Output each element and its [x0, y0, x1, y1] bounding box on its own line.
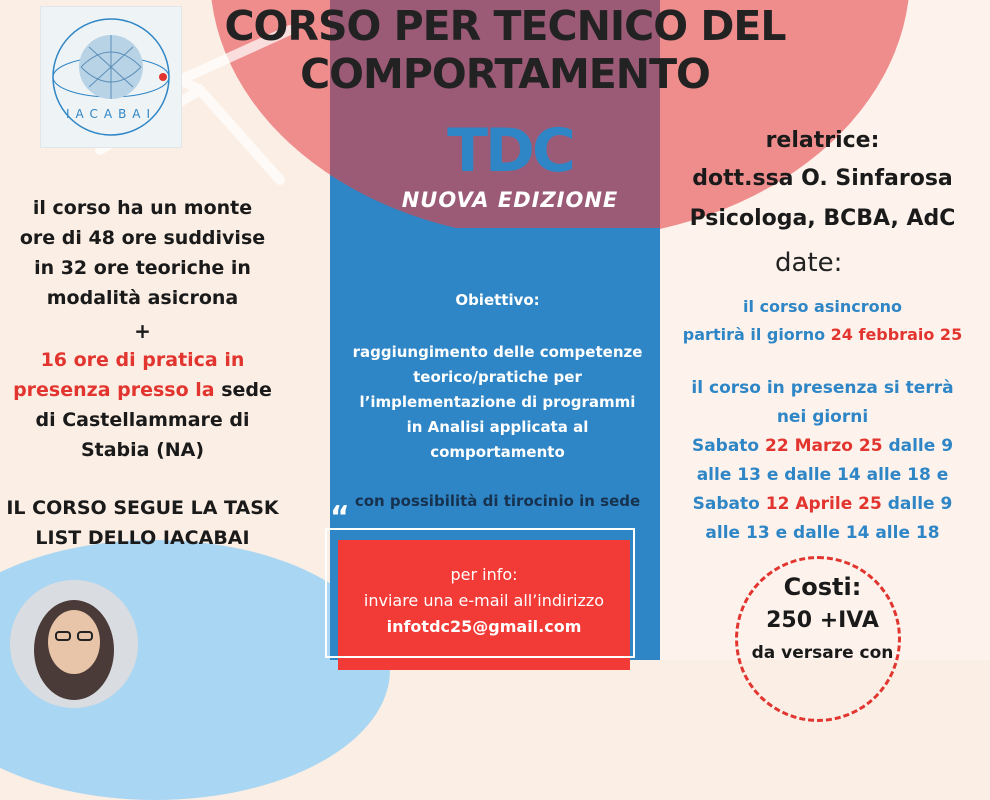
left-line: di Castellammare di [35, 409, 250, 431]
async-start-text [655, 293, 990, 349]
objective-line: comportamento [430, 443, 565, 461]
title-line-1: CORSO PER TECNICO DEL [224, 2, 786, 50]
right-line [655, 490, 990, 519]
right-line: alle 13 e dalle 14 alle 18 e [696, 465, 949, 485]
left-line: in 32 ore teoriche in [34, 257, 251, 279]
objective-line: raggiungimento delle competenze [352, 343, 643, 361]
objective-line: in Analisi applicata al [406, 418, 589, 436]
right-span: partirà il giorno [682, 325, 831, 344]
left-black-span: sede [214, 379, 272, 401]
objective-text [335, 340, 660, 465]
async-date: 24 febbraio 25 [830, 325, 963, 344]
practice-hours-text [0, 345, 285, 465]
iacabai-logo [40, 6, 182, 148]
right-span: Sabato [692, 494, 766, 514]
objective-label: Obiettivo: [455, 291, 540, 309]
session-date: 22 Marzo 25 [765, 436, 883, 456]
right-line: nei giorni [776, 407, 869, 427]
objective-line: l’implementazione di programmi [359, 393, 636, 411]
info-line: per info: [450, 565, 518, 584]
left-line [0, 375, 285, 405]
edition-label: NUOVA EDIZIONE [401, 188, 619, 212]
cost-value: 250 +IVA [766, 608, 879, 633]
speaker-name: dott.ssa O. Sinfarosa [692, 166, 953, 191]
left-line: ore di 48 ore suddivise [19, 227, 266, 249]
cost-label: Costi: [783, 573, 862, 601]
left-line: 16 ore di pratica in [40, 349, 245, 371]
right-line [655, 321, 990, 349]
dates-label: date: [775, 248, 843, 278]
speaker-title: Psicologa, BCBA, AdC [689, 206, 956, 231]
contact-info [338, 562, 630, 640]
right-line: il corso in presenza si terrà [691, 378, 954, 398]
quote-icon: “ [330, 500, 350, 535]
title-line-2: COMPORTAMENTO [300, 50, 710, 98]
left-line: modalità asicrona [46, 287, 239, 309]
cost-note: da versare con [751, 643, 894, 663]
right-line: il corso asincrono [743, 297, 902, 316]
right-line [655, 432, 990, 461]
session-date: 12 Aprile 25 [765, 494, 882, 514]
right-line: alle 13 e dalle 14 alle 18 [705, 523, 940, 543]
logo-text: IACABAI [65, 107, 157, 121]
speaker-label: relatrice: [765, 128, 880, 153]
left-line: Stabia (NA) [80, 439, 205, 461]
person-icon [10, 580, 138, 708]
page-title [200, 2, 810, 98]
info-line: inviare una e-mail all’indirizzo [363, 591, 605, 610]
avatar [10, 580, 138, 708]
tdc-acronym: TDC [447, 116, 573, 186]
right-span: dalle 9 [881, 494, 953, 514]
left-line: il corso ha un monte [32, 197, 253, 219]
plus-sign: + [134, 319, 151, 343]
left-red-span: presenza presso la [13, 379, 215, 401]
left-line: LIST DELLO IACABAI [35, 527, 250, 549]
left-line: IL CORSO SEGUE LA TASK [6, 497, 279, 519]
internship-text: con possibilità di tirocinio in sede [354, 492, 641, 510]
right-span: Sabato [691, 436, 766, 456]
email-link[interactable]: infotdc25@gmail.com [386, 617, 582, 636]
right-span: dalle 9 [882, 436, 954, 456]
course-hours-text [0, 193, 285, 313]
in-person-schedule [655, 374, 990, 548]
globe-icon [41, 7, 181, 147]
objective-line: teorico/pratiche per [413, 368, 582, 386]
task-list-text [0, 493, 285, 553]
